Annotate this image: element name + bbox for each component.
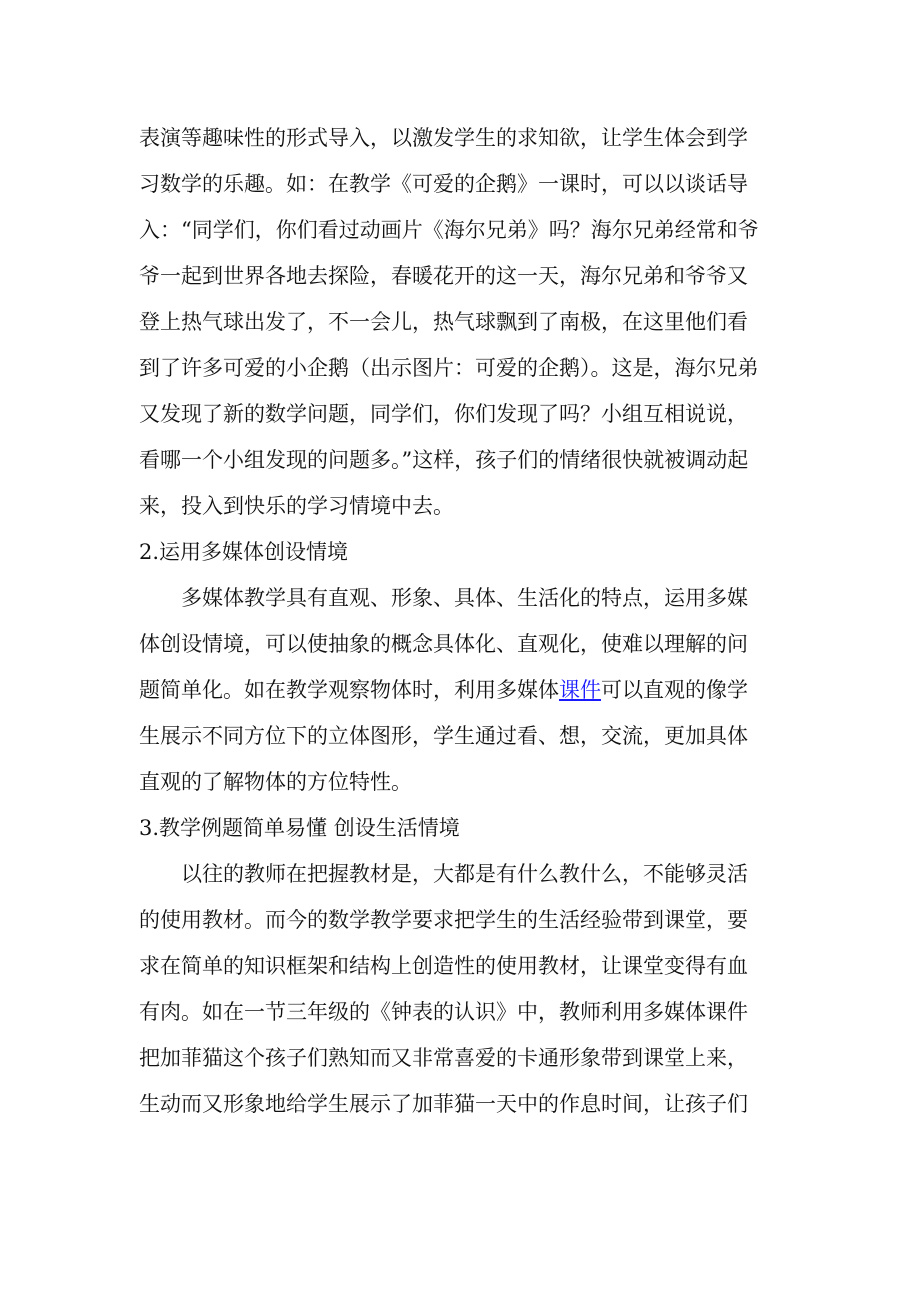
paragraph-1-line-5: 登上热气球出发了，不一会儿，热气球飘到了南极，在这里他们看 [139,310,748,334]
paragraph-3-line-4: 有肉。如在一节三年级的《钟表的认识》中，教师利用多媒体课件 [139,1000,748,1024]
paragraph-1-line-6: 到了许多可爱的小企鹅（出示图片：可爱的企鹅）。这是，海尔兄弟 [139,356,759,380]
paragraph-2-line-3 [139,676,748,704]
courseware-link[interactable]: 课件 [559,678,601,702]
paragraph-1-line-9: 来，投入到快乐的学习情境中去。 [139,494,454,518]
section-heading-2: 2.运用多媒体创设情境 [139,540,349,564]
paragraph-3-line-5: 把加菲猫这个孩子们熟知而又非常喜爱的卡通形象带到课堂上来， [139,1046,748,1070]
paragraph-3-line-2: 的使用教材。而今的数学教学要求把学生的生活经验带到课堂，要 [139,908,748,932]
paragraph-2-line-3-text-before: 题简单化。如在教学观察物体时，利用多媒体 [139,678,559,702]
paragraph-2-line-1: 多媒体教学具有直观、形象、具体、生活化的特点，运用多媒 [181,586,748,610]
section-heading-3: 3.教学例题简单易懂 创设生活情境 [139,816,460,840]
paragraph-3-line-1: 以往的教师在把握教材是，大都是有什么教什么，不能够灵活 [181,862,748,886]
paragraph-2-line-2: 体创设情境，可以使抽象的概念具体化、直观化，使难以理解的问 [139,632,748,656]
paragraph-3-line-3: 求在简单的知识框架和结构上创造性的使用教材，让课堂变得有血 [139,954,748,978]
paragraph-2-line-5: 直观的了解物体的方位特性。 [139,770,412,794]
paragraph-1-line-2: 习数学的乐趣。如：在教学《可爱的企鹅》一课时，可以以谈话导 [139,172,748,196]
paragraph-3-line-6: 生动而又形象地给学生展示了加菲猫一天中的作息时间，让孩子们 [139,1092,748,1116]
paragraph-1-line-1: 表演等趣味性的形式导入，以激发学生的求知欲，让学生体会到学 [139,126,748,150]
paragraph-2-line-3-text-after: 可以直观的像学 [601,678,748,702]
paragraph-1-line-7: 又发现了新的数学问题，同学们，你们发现了吗？小组互相说说， [139,402,748,426]
paragraph-1-line-8: 看哪一个小组发现的问题多。”这样，孩子们的情绪很快就被调动起 [139,448,749,472]
paragraph-2-line-4: 生展示不同方位下的立体图形，学生通过看、想，交流，更加具体 [139,724,748,748]
paragraph-1-line-4: 爷一起到世界各地去探险，春暖花开的这一天，海尔兄弟和爷爷又 [139,264,748,288]
paragraph-1-line-3: 入：“同学们，你们看过动画片《海尔兄弟》吗？海尔兄弟经常和爷 [139,218,759,242]
